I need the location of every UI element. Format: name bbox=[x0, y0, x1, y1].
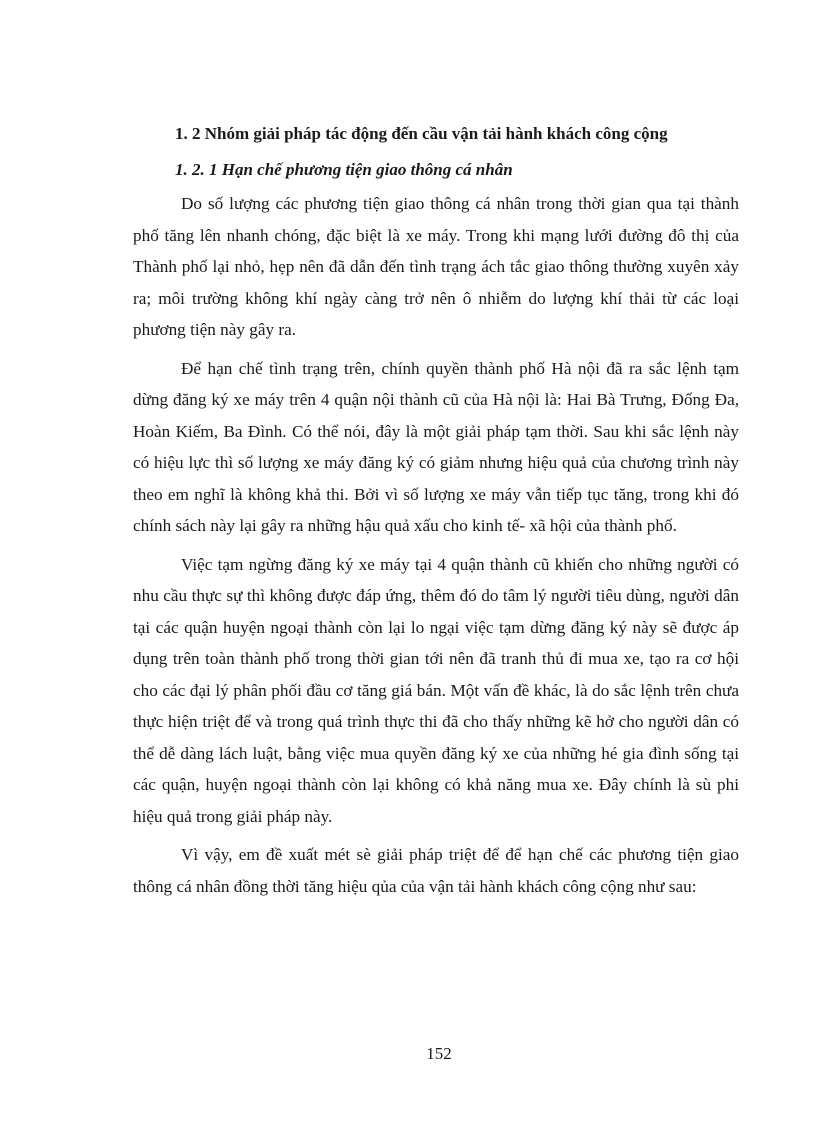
paragraph: Việc tạm ngừng đăng ký xe máy tại 4 quận thành cũ khiến cho những người có nhu cầu thực sự thì không được đáp ứng, thêm đó do tâm lý người tiêu dùng, người dân tại các quận huyện ngoại thành còn lại lo ngại việc tạm dừng đăng ký này sẽ được áp dụng trên toàn thành phố trong thời gian tới nên đã tranh thủ đi mua xe, tạo ra cơ hội cho các đại lý phân phối đầu cơ tăng giá bán. Một vấn đề khác, là do sắc lệnh trên chưa thực hiện triệt để và trong quá trình thực thi đã cho thấy những kẽ hở cho người dân có thể dễ dàng lách luật, bằng việc mua quyền đăng ký xe của những hé gia đình sống tại các quận, huyện ngoại thành còn lại không có khả năng mua xe. Đây chính là sù phi hiệu quả trong giải pháp này. bbox=[133, 554, 739, 826]
section-heading: 1. 2 Nhóm giải pháp tác động đến cầu vận tải hành khách công cộng bbox=[175, 124, 668, 143]
paragraph: Do số lượng các phương tiện giao thông cá nhân trong thời gian qua tại thành phố tăng lên nhanh chóng, đặc biệt là xe máy. Trong khi mạng lưới đường đô thị của Thành phố lại nhỏ, hẹp nên đã dẫn đến tình trạng ách tắc giao thông thường xuyên xảy ra; môi trường không khí ngày càng trở nên ô nhiễm do lượng khí thải từ các loại phương tiện này gây ra. bbox=[133, 194, 739, 339]
paragraph: Để hạn chế tình trạng trên, chính quyền thành phố Hà nội đã ra sắc lệnh tạm dừng đăng ký xe máy trên 4 quận nội thành cũ của Hà nội là: Hai Bà Trưng, Đống Đa, Hoàn Kiếm, Ba Đình. Có thể nói, đây là một giải pháp tạm thời. Sau khi sắc lệnh này có hiệu lực thì số lượng xe máy đăng ký có giảm nhưng hiệu quả của chương trình này theo em nghĩ là không khả thi. Bởi vì số lượng xe máy vẫn tiếp tục tăng, trong khi đó chính sách này lại gây ra những hậu quả xấu cho kinh tế- xã hội của thành phố. bbox=[133, 358, 739, 535]
page-number: 152 bbox=[426, 1044, 452, 1063]
subsection-heading: 1. 2. 1 Hạn chế phương tiện giao thông cá nhân bbox=[175, 160, 513, 179]
paragraph: Vì vậy, em đề xuất mét sè giải pháp triệt để để hạn chế các phương tiện giao thông cá nhân đồng thời tăng hiệu qủa của vận tải hành khách công cộng như sau: bbox=[133, 845, 739, 896]
body-text bbox=[133, 188, 739, 902]
